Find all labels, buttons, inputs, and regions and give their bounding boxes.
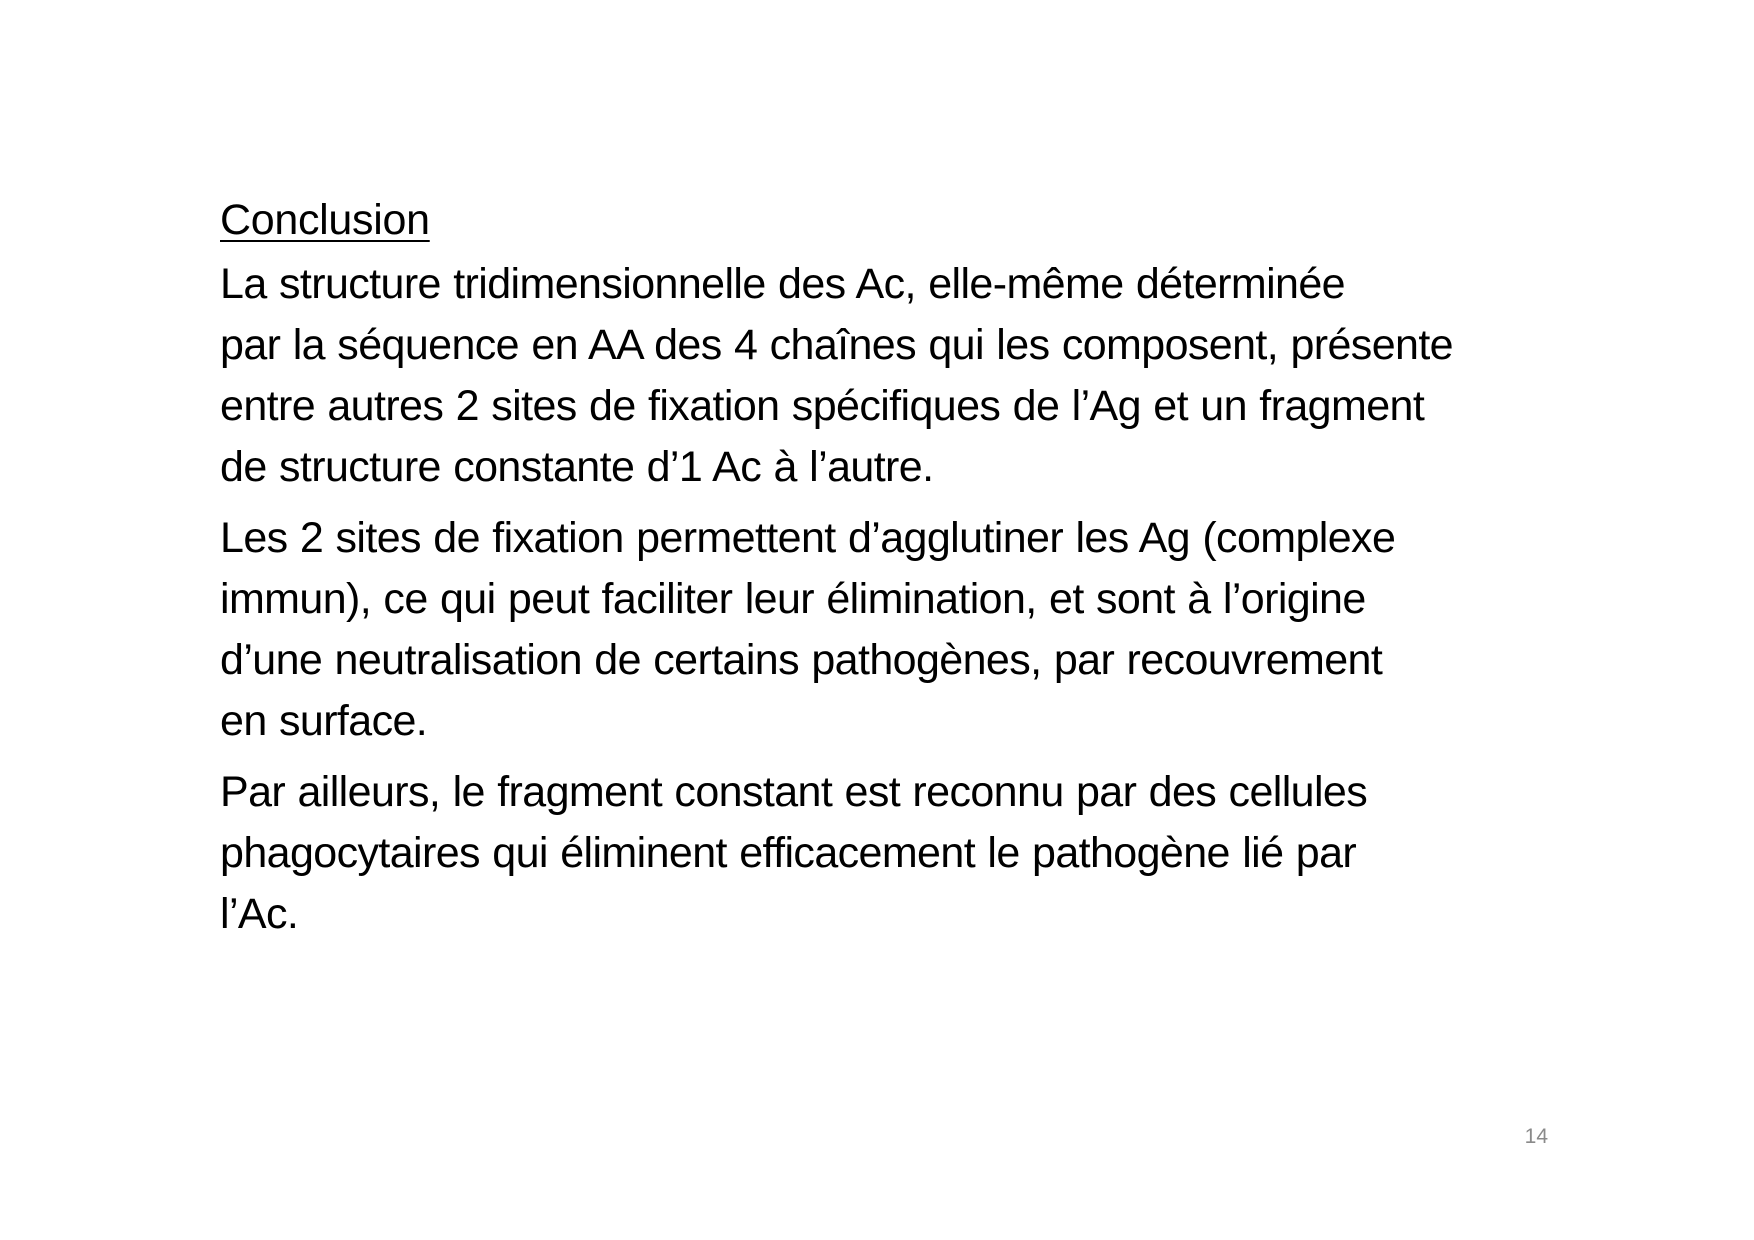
slide-content <box>220 190 1560 955</box>
text-line: entre autres 2 sites de fixation spécifiques de l’Ag et un fragment <box>220 382 1425 430</box>
text-line: d’une neutralisation de certains pathogènes, par recouvrement <box>220 636 1383 684</box>
text-line: en surface. <box>220 697 428 745</box>
text-line: Les 2 sites de fixation permettent d’agglutiner les Ag (complexe <box>220 514 1396 562</box>
text-line: l’Ac. <box>220 890 299 938</box>
paragraph-structure <box>220 254 1560 498</box>
text-line: phagocytaires qui éliminent efficacement le pathogène lié par <box>220 829 1357 877</box>
text-line: par la séquence en AA des 4 chaînes qui les composent, présente <box>220 321 1453 369</box>
text-line: immun), ce qui peut faciliter leur élimination, et sont à l’origine <box>220 575 1366 623</box>
text-line: La structure tridimensionnelle des Ac, elle-même déterminée <box>220 260 1345 308</box>
text-line: Par ailleurs, le fragment constant est reconnu par des cellules <box>220 768 1368 816</box>
paragraph-fixation-sites <box>220 508 1560 752</box>
paragraph-constant-fragment <box>220 762 1560 945</box>
text-line: de structure constante d’1 Ac à l’autre. <box>220 443 934 491</box>
page-number: 14 <box>1524 1125 1548 1148</box>
slide-heading: Conclusion <box>220 196 430 244</box>
